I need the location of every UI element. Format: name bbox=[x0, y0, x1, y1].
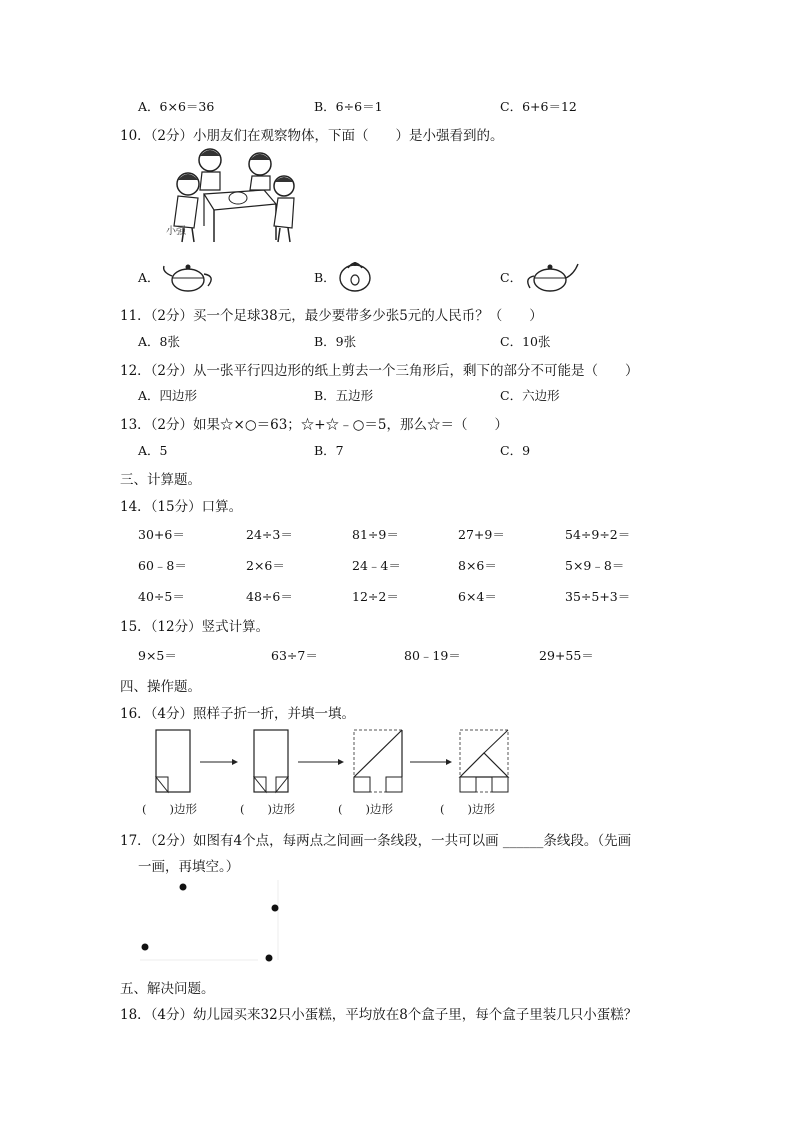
q18-question: 18．（4分）幼儿园买来32只小蛋糕，平均放在8个盒子里，每个盒子里装几只小蛋糕？ bbox=[120, 1007, 638, 1023]
q14-question: 14．（15分）口算。 bbox=[120, 499, 243, 515]
q10-option-a: A． bbox=[138, 270, 160, 285]
q13-question: 13．（2分）如果☆×○＝63；☆+☆﹣○＝5，那么☆＝（ ） bbox=[120, 417, 508, 433]
q12-option-b: B．五边形 bbox=[314, 388, 374, 403]
q9-option-b: B．6÷6＝1 bbox=[314, 99, 383, 114]
q12-option-c: C．六边形 bbox=[500, 388, 560, 403]
vertical-calc-item: 29+55＝ bbox=[539, 648, 594, 663]
mental-math-item: 54÷9÷2＝ bbox=[565, 527, 631, 542]
q9-option-c: C．6+6＝12 bbox=[500, 99, 577, 114]
section-3-heading: 三、计算题。 bbox=[120, 472, 201, 488]
teapot-front-view-icon bbox=[334, 256, 376, 294]
xiaoqiang-label: 小强 bbox=[166, 226, 186, 237]
mental-math-item: 40÷5＝ bbox=[138, 589, 185, 604]
q17-question-line1: 17．（2分）如图有4个点，每两点之间画一条线段，一共可以画 ______条线段。（先画 bbox=[120, 833, 632, 849]
q13-option-a: A．5 bbox=[138, 443, 168, 458]
fold-label-3: ( )边形 bbox=[338, 802, 393, 816]
mental-math-item: 5×9﹣8＝ bbox=[565, 558, 625, 573]
mental-math-item: 81÷9＝ bbox=[352, 527, 399, 542]
section-5-heading: 五、解决问题。 bbox=[120, 981, 215, 997]
q17-question-line2: 一画，再填空。） bbox=[138, 859, 240, 875]
q11-option-a: A．8张 bbox=[138, 334, 180, 349]
q15-question: 15．（12分）竖式计算。 bbox=[120, 619, 270, 635]
q9-option-a: A．6×6＝36 bbox=[138, 99, 215, 114]
q16-question: 16．（4分）照样子折一折，并填一填。 bbox=[120, 706, 356, 722]
children-observing-teapot-image bbox=[164, 146, 298, 246]
mental-math-item: 24÷3＝ bbox=[246, 527, 293, 542]
mental-math-item: 2×6＝ bbox=[246, 558, 285, 573]
q10-option-b: B． bbox=[314, 270, 336, 285]
q12-question: 12．（2分）从一张平行四边形的纸上剪去一个三角形后，剩下的部分不可能是（ ） bbox=[120, 363, 639, 379]
mental-math-item: 60﹣8＝ bbox=[138, 558, 187, 573]
mental-math-item: 35÷5+3＝ bbox=[565, 589, 631, 604]
vertical-calc-item: 80﹣19＝ bbox=[404, 648, 461, 663]
mental-math-item: 24﹣4＝ bbox=[352, 558, 401, 573]
q11-option-c: C．10张 bbox=[500, 334, 551, 349]
dot bbox=[272, 905, 279, 912]
section-4-heading: 四、操作题。 bbox=[120, 679, 201, 695]
q11-question: 11．（2分）买一个足球38元，最少要带多少张5元的人民币？（ ） bbox=[120, 308, 543, 324]
mental-math-item: 8×6＝ bbox=[458, 558, 497, 573]
mental-math-item: 6×4＝ bbox=[458, 589, 497, 604]
mental-math-item: 48÷6＝ bbox=[246, 589, 293, 604]
teapot-side-view-icon bbox=[160, 258, 218, 294]
q12-option-a: A．四边形 bbox=[138, 388, 198, 403]
fold-label-2: ( )边形 bbox=[240, 802, 295, 816]
dot bbox=[180, 884, 187, 891]
vertical-calc-item: 9×5＝ bbox=[138, 648, 177, 663]
q13-option-b: B．7 bbox=[314, 443, 344, 458]
paper-folding-diagram bbox=[140, 725, 516, 820]
mental-math-item: 27+9＝ bbox=[458, 527, 505, 542]
dot bbox=[266, 955, 273, 962]
q10-question: 10．（2分）小朋友们在观察物体，下面（ ）是小强看到的。 bbox=[120, 128, 504, 144]
q11-option-b: B．9张 bbox=[314, 334, 357, 349]
fold-label-4: ( )边形 bbox=[440, 802, 495, 816]
mental-math-item: 30+6＝ bbox=[138, 527, 185, 542]
vertical-calc-item: 63÷7＝ bbox=[271, 648, 318, 663]
q13-option-c: C．9 bbox=[500, 443, 531, 458]
four-dots-figure bbox=[138, 878, 282, 968]
fold-label-1: ( )边形 bbox=[142, 802, 197, 816]
q10-option-c: C． bbox=[500, 270, 523, 285]
mental-math-item: 12÷2＝ bbox=[352, 589, 399, 604]
dot bbox=[142, 944, 149, 951]
teapot-other-side-view-icon bbox=[520, 256, 582, 294]
